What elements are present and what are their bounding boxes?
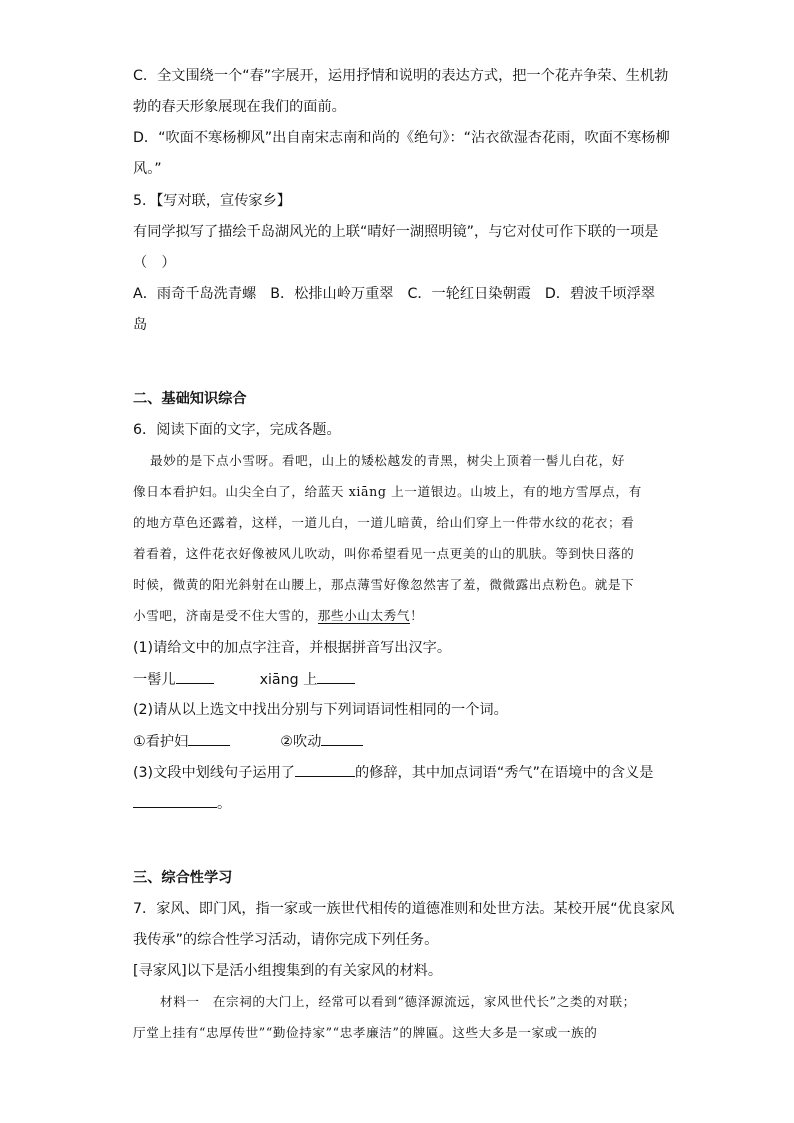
q6-passage-end: ！: [410, 608, 424, 623]
q6-passage-line3: 的地方草色还露着，这样，一道儿白，一道儿暗黄，给山们穿上一件带水纹的花衣；看: [133, 515, 635, 530]
q6-sub1-blank-a[interactable]: [176, 669, 214, 684]
q6-sub1-blank-b[interactable]: [317, 669, 355, 684]
q4-option-d-line2: 风。”: [133, 161, 162, 177]
q6-sub3-pre: (3)文段中划线句子运用了: [133, 765, 295, 781]
q5-option-c: C．一轮红日染朝霞: [407, 286, 531, 302]
q6-passage-line4: 着看着，这件花衣好像被风儿吹动，叫你希望看见一点更美的山的肌肤。等到快日落的: [133, 546, 635, 561]
q5-stem: 有同学拟写了描绘千岛湖风光的上联“晴好一湖照明镜”，与它对仗可作下联的一项是: [133, 224, 659, 240]
q7-task: [寻家风]以下是活小组搜集到的有关家风的材料。: [133, 963, 443, 979]
q5-option-d-cont: 岛: [133, 317, 148, 333]
q7-material-line2: 厅堂上挂有“忠厚传世”“勤俭持家”“忠孝廉洁”的牌匾。这些大多是一家或一族的: [133, 1025, 598, 1040]
q6-sub2: (2)请从以上选文中找出分别与下列词语词性相同的一个词。: [133, 702, 508, 718]
q6-passage-line1: 最妙的是下点小雪呀。看吧，山上的矮松越发的青黑，树尖上顶着一髻儿白花，好: [150, 453, 625, 468]
q6-sub1-item-b: xiāng 上: [259, 672, 318, 688]
q6-sub2-item-b: ②吹动: [280, 734, 322, 750]
q6-stem: 6．阅读下面的文字，完成各题。: [133, 422, 341, 438]
q6-sub2-blank-b[interactable]: [321, 731, 363, 746]
section-2-heading: 二、基础知识综合: [133, 391, 247, 407]
q6-sub2-blank-a[interactable]: [188, 731, 230, 746]
q5-title: 5．【写对联，宣传家乡】: [133, 193, 291, 209]
q5-answer-paren: （ ）: [133, 255, 176, 271]
q5-option-b: B．松排山岭万重翠: [270, 286, 394, 302]
q7-material-line1: 材料一 在宗祠的大门上，经常可以看到“德泽源流远，家风世代长”之类的对联；: [160, 994, 636, 1009]
q6-sub3-answer-line: [133, 793, 231, 814]
q7-stem-line1: 7．家风、即门风，指一家或一族世代相传的道德准则和处世方法。某校开展“优良家风: [133, 901, 675, 917]
q6-sub3-post: 的修辞，其中加点词语“秀气”在语境中的含义是: [354, 765, 654, 781]
q6-passage-last: 小雪吧，济南是受不住大雪的，: [133, 608, 318, 623]
q6-underlined-sentence: 那些小山太秀气: [317, 608, 411, 623]
q6-passage-line5: 时候，微黄的阳光斜射在山腰上，那点薄雪好像忽然害了羞，微微露出点粉色。就是下: [133, 577, 635, 592]
section-3-heading: 三、综合性学习: [133, 870, 233, 886]
q4-option-d-line1: D．“吹面不寒杨柳风”出自南宋志南和尚的《绝句》：“沾衣欲湿杏花雨，吹面不寒杨柳: [133, 130, 670, 146]
q6-sub3-end: 。: [217, 796, 232, 812]
q6-passage-line6: [133, 606, 423, 626]
q4-option-c-line2: 勃的春天形象展现在我们的面前。: [133, 99, 346, 115]
q6-sub3-blank-meaning[interactable]: [133, 793, 217, 808]
q6-sub1-answers: [133, 669, 355, 690]
q6-sub3-blank-rhetoric[interactable]: [295, 762, 355, 777]
q6-sub3: [133, 762, 653, 783]
q6-passage-line2: 像日本看护妇。山尖全白了，给蓝天 xiāng 上一道银边。山坡上，有的地方雪厚点，有: [133, 484, 642, 499]
q5-option-a: A．雨奇千岛洗青螺: [133, 286, 257, 302]
q4-option-c-line1: C．全文围绕一个“春”字展开，运用抒情和说明的表达方式，把一个花卉争荣、生机勃: [133, 68, 669, 84]
q7-stem-line2: 我传承”的综合性学习活动，请你完成下列任务。: [133, 932, 439, 948]
q6-sub1: (1)请给文中的加点字注音，并根据拼音写出汉字。: [133, 640, 452, 656]
q5-options: [133, 284, 655, 304]
q6-sub2-item-a: ①看护妇: [133, 734, 189, 750]
q6-sub1-item-a: 一髻儿: [133, 672, 176, 688]
q6-sub2-answers: [133, 731, 363, 752]
q5-option-d: D．碧波千顷浮翠: [544, 286, 656, 302]
